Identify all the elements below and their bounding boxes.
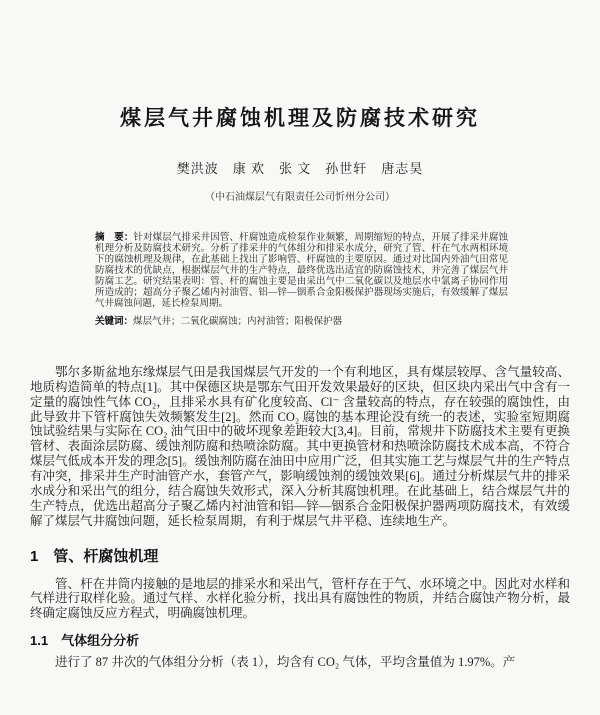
keywords-label: 关键词： xyxy=(95,317,134,328)
keywords-block xyxy=(95,316,508,329)
abstract-text: 针对煤层气排采井因管、杆腐蚀造成检泵作业频繁，周期缩短的特点，开展了排采井腐蚀机理分析及防腐技术研究。分析了排采井的气体组分和排采水成分，研究了管、杆在气水两相环境下的腐蚀机理及规律，在此基础上找出了影响管、杆腐蚀的主要原因。通过对比国内外油气田常见防腐技术的优缺点，根据煤层气井的生产特点，最终优选出适宜的防腐蚀技术，并完善了煤层气井防腐工艺。研究结果表明：管、杆的腐蚀主要是由采出气中二氧化碳以及地层水中氯离子协同作用所造成的；超高分子聚乙烯内衬油管、铝—锌—铟系合金阳极保护器现场实施后，有效缓解了煤层气井腐蚀问题，延长检泵周期。 xyxy=(95,233,508,310)
intro-paragraph: 鄂尔多斯盆地东缘煤层气田是我国煤层气开发的一个有利地区，具有煤层较厚、含气量较高、地质构造简单的特点[1]。其中保德区块是鄂东气田开发效果最好的区块，但区块内采出气中含有一定量的腐蚀性气体 CO₂，且排采水具有矿化度较高、Cl⁻ 含量较高的特点，存在较强的腐蚀性，由此导致井下管杆腐蚀失效频繁发生[2]。然而 CO₂ 腐蚀的基本理论没有统一的表述，实验室短期腐蚀试验结果与实际在 CO₂ 油气田中的破坏现象差距较大[3,4]。目前，常规井下防腐技术主要有更换管材、表面涂层防腐、缓蚀剂防腐和热喷涂防腐。其中更换管材和热喷涂防腐技术成本高，不符合煤层气低成本开发的理念[5]。缓蚀剂防腐在油田中应用广泛，但其实施工艺与煤层气井的生产特点有冲突，排采井生产时油管产水，套管产气，影响缓蚀剂的缓蚀效果[6]。通过分析煤层气井的排采水成分和采出气的组分，结合腐蚀失效形式，深入分析其腐蚀机理。在此基础上，结合煤层气井的生产特点，优选出超高分子聚乙烯内衬油管和铝—锌—铟系合金阳极保护器两项防腐技术，有效缓解了煤层气井腐蚀问题，延长检泵周期，有利于煤层气井平稳、连续地生产。 xyxy=(30,364,570,528)
keywords-text: 煤层气井；二氧化碳腐蚀；内衬油管；阳极保护器 xyxy=(133,317,343,328)
section-1-1-paragraph: 进行了 87 井次的气体组分分析（表 1），均含有 CO₂ 气体，平均含量值为 1.97%。产 xyxy=(55,655,516,670)
section-1-1-heading: 1.1 气体组分分析 xyxy=(30,633,140,649)
abstract-block xyxy=(95,233,508,310)
page-title: 煤层气井腐蚀机理及防腐技术研究 xyxy=(120,106,480,130)
abstract-label: 摘 要： xyxy=(95,233,134,243)
authors-line: 樊洪波 康 欢 张 文 孙世轩 唐志昊 xyxy=(176,161,424,176)
section-1-paragraph: 管、杆在井筒内接触的是地层的排采水和采出气，管杆存在于气、水环境之中。因此对水样和气样进行取样化验。通过气样、水样化验分析，找出具有腐蚀性的物质，并结合腐蚀产物分析，最终确定腐蚀反应方程式，明确腐蚀机理。 xyxy=(30,576,570,621)
affiliation-line: （中石油煤层气有限责任公司忻州分公司） xyxy=(205,192,395,203)
section-1-heading: 1 管、杆腐蚀机理 xyxy=(30,547,159,565)
